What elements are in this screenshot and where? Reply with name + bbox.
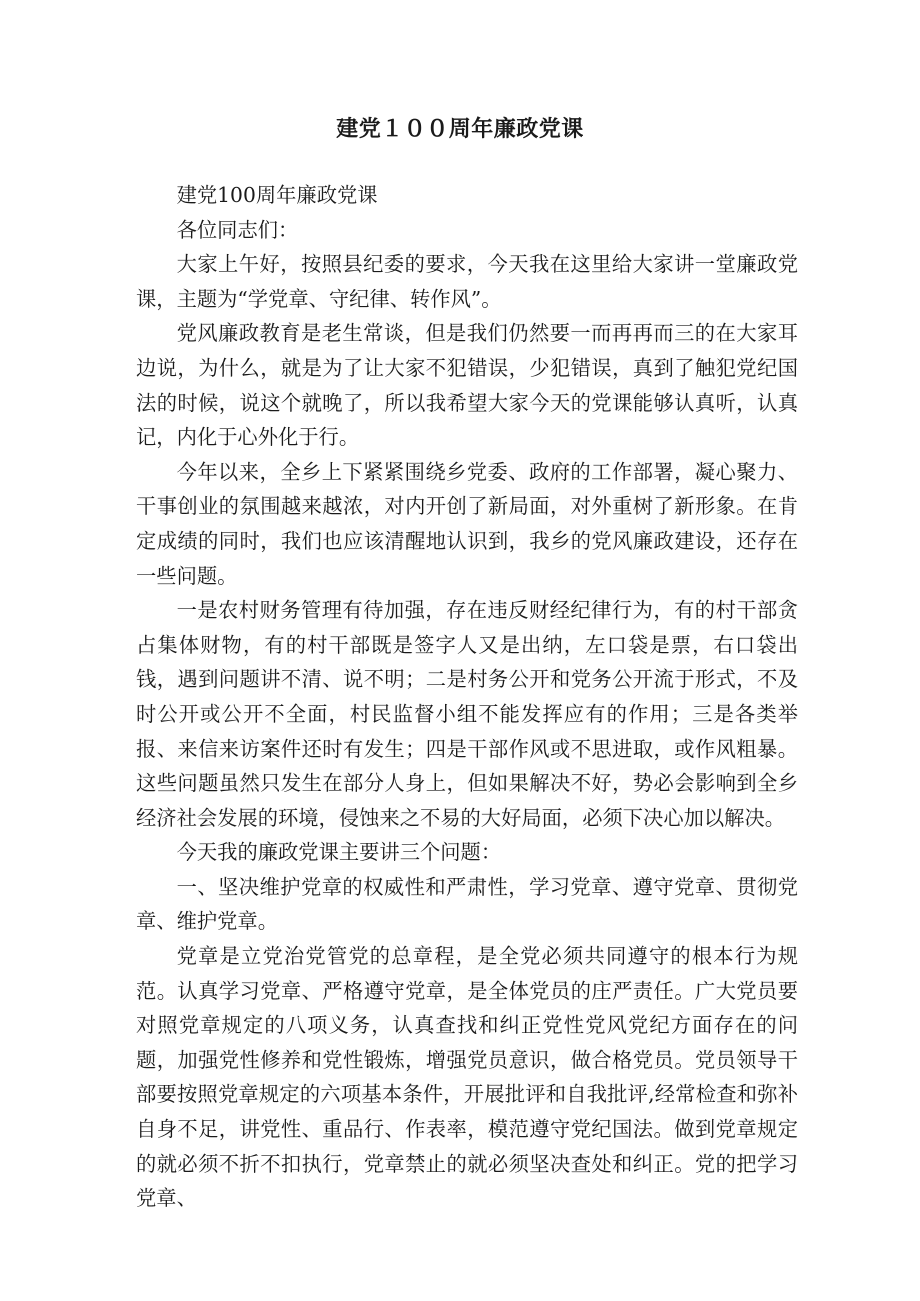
document-title: 建党１００周年廉政党课 <box>336 117 584 142</box>
section-heading-paragraph: 一、坚决维护党章的权威性和严肃性，学习党章、遵守党章、贯彻党章、维护党章。 <box>136 874 798 934</box>
body-paragraph: 党章是立党治党管党的总章程，是全党必须共同遵守的根本行为规范。认真学习党章、严格遵守党章，是全体党员的庄严责任。广大党员要对照党章规定的八项义务，认真查找和纠正党性党风党纪方面存在的问题，加强党性修养和党性锻炼，增强党员意识，做合格党员。党员领导干部要按照党章规定的六项基本条件，开展批评和自我批评,经常检查和弥补自身不足，讲党性、重品行、作表率，模范遵守党纪国法。做到党章规定的就必须不折不扣执行，党章禁止的就必须坚决查处和纠正。党的把学习党章、 <box>136 944 798 1211</box>
subtitle-paragraph: 建党100周年廉政党课 <box>176 183 378 207</box>
document-body <box>136 178 798 1216</box>
body-paragraph: 一是农村财务管理有待加强，存在违反财经纪律行为，有的村干部贪占集体财物，有的村干部既是签字人又是出纳，左口袋是票，右口袋出钱，遇到问题讲不清、说不明；二是村务公开和党务公开流于形式，不及时公开或公开不全面，村民监督小组不能发挥应有的作用；三是各类举报、来信来访案件还时有发生；四是干部作风或不思进取，或作风粗暴。这些问题虽然只发生在部分人身上，但如果解决不好，势必会影响到全乡经济社会发展的环境，侵蚀来之不易的大好局面，必须下决心加以解决。 <box>136 598 798 830</box>
body-paragraph: 今天我的廉政党课主要讲三个问题： <box>176 840 502 865</box>
body-paragraph: 党风廉政教育是老生常谈，但是我们仍然要一而再再而三的在大家耳边说，为什么，就是为了让大家不犯错误，少犯错误，真到了触犯党纪国法的时候，说这个就晚了，所以我希望大家今天的党课能够认真听，认真记，内化于心外化于行。 <box>136 321 798 450</box>
body-paragraph: 大家上午好，按照县纪委的要求，今天我在这里给大家讲一堂廉政党课，主题为“学党章、守纪律、转作风”。 <box>136 252 798 311</box>
salutation-paragraph: 各位同志们： <box>176 217 299 242</box>
body-paragraph: 今年以来，全乡上下紧紧围绕乡党委、政府的工作部署，凝心聚力、干事创业的氛围越来越浓，对内开创了新局面，对外重树了新形象。在肯定成绩的同时，我们也应该清醒地认识到，我乡的党风廉政建设，还存在一些问题。 <box>136 459 798 588</box>
